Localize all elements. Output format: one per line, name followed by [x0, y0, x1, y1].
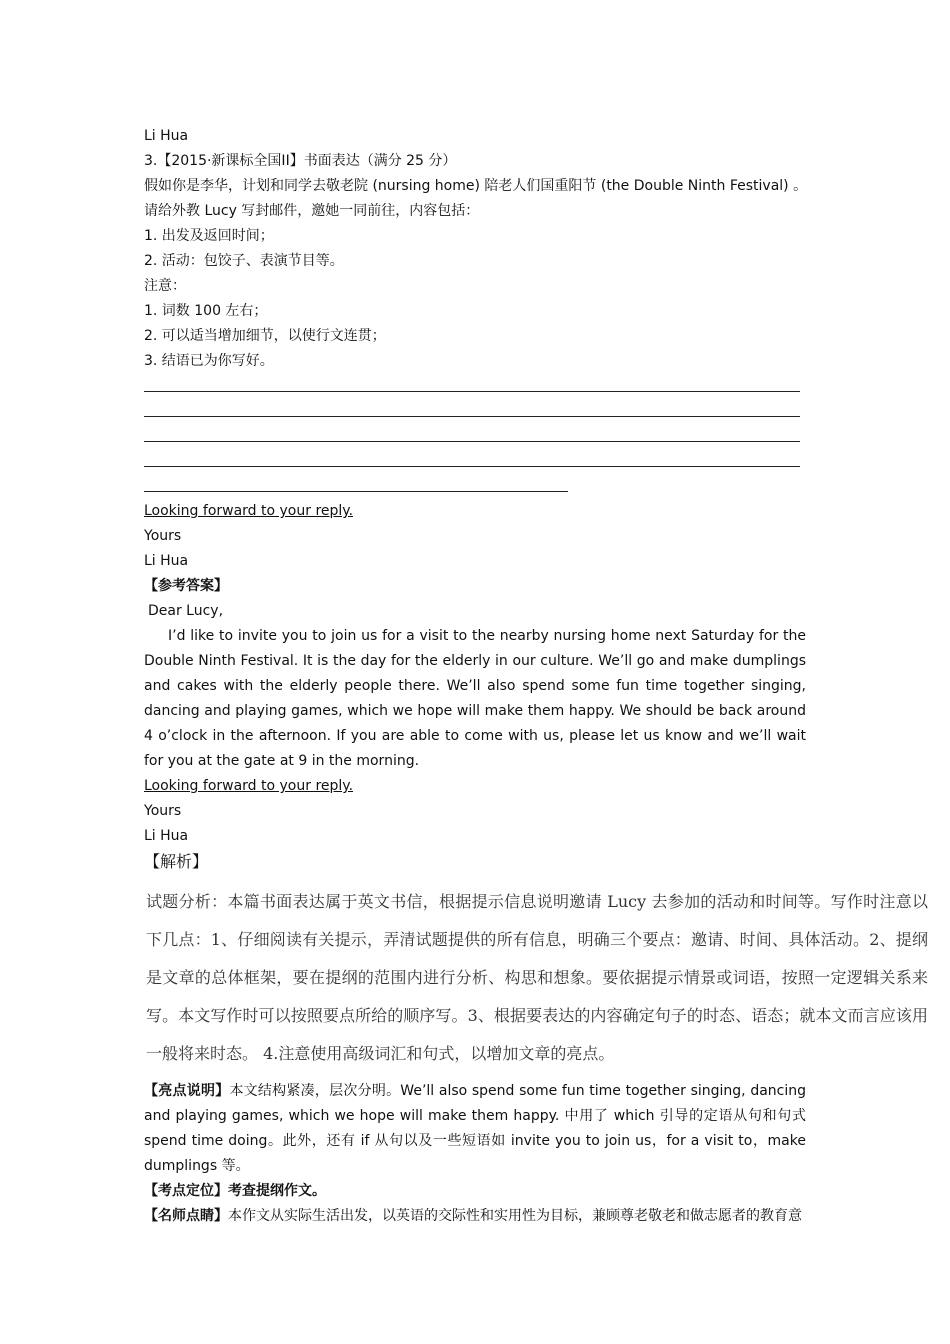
- mingshi-text: 本作文从实际生活出发，以英语的交际性和实用性为目标，兼顾尊老敬老和做志愿者的教育意: [228, 1208, 802, 1224]
- question-item-1: 1. 出发及返回时间；: [144, 228, 274, 244]
- kaodian-text: 考查提纲作文。: [228, 1183, 326, 1199]
- answer-line: [144, 449, 806, 474]
- answer-body: I’d like to invite you to join us for a visit to the nearby nursing home next Saturday for the Double Ninth Festival. It is the day for the elderly in our culture. We’ll go and make dumplings and cakes with the elderly people there. We’ll also spend some fun time together singing, dancing and playing games, which we hope will make them happy. We should be back around 4 o’clock in the afternoon. If you are able to come with us, please let us know and we’ll wait for you at the gate at 9 in the morning.: [144, 628, 806, 769]
- question-intro-line2: 请给外教 Lucy 写封邮件，邀她一同前往，内容包括：: [144, 203, 480, 219]
- mingshi-label: 【名师点睛】: [144, 1208, 228, 1224]
- note-label: 注意：: [144, 278, 186, 294]
- question-title: 3.【2015·新课标全国II】书面表达（满分 25 分）: [144, 153, 457, 169]
- highlight-label: 【亮点说明】: [144, 1083, 230, 1099]
- note-1: 1. 词数 100 左右；: [144, 303, 268, 319]
- answer-yours: Yours: [144, 803, 182, 819]
- top-signature: Li Hua: [144, 128, 189, 144]
- analysis-text: 试题分析：本篇书面表达属于英文书信，根据提示信息说明邀请 Lucy 去参加的活动和时间等。写作时注意以下几点：1、仔细阅读有关提示，弄清试题提供的所有信息，明确三个要点：邀请、时间、具体活动。2、提纲是文章的总体框架，要在提纲的范围内进行分析、构思和想象。要依据提示情景或词语，按照一定逻辑关系来写。本文写作时可以按照要点所给的顺序写。3、根据要表达的内容确定句子的时态、语态；就本文而言应该用一般将来时态。 4.注意使用高级词汇和句式，以增加文章的亮点。: [146, 892, 928, 1063]
- answer-line-short: [144, 474, 806, 499]
- closing-forward: Looking forward to your reply.: [144, 503, 354, 519]
- question-item-2: 2. 活动：包饺子、表演节目等。: [144, 253, 344, 269]
- highlight-section: [144, 1079, 806, 1179]
- answer-forward: Looking forward to your reply.: [144, 778, 354, 794]
- note-3: 3. 结语已为你写好。: [144, 353, 274, 369]
- document-page: [144, 124, 928, 1229]
- analysis-label: 【解析】: [144, 852, 209, 871]
- note-2: 2. 可以适当增加细节，以使行文连贯；: [144, 328, 386, 344]
- closing-name: Li Hua: [144, 553, 189, 569]
- answer-line: [144, 399, 806, 424]
- answer-greeting: Dear Lucy,: [148, 603, 224, 619]
- answer-name: Li Hua: [144, 828, 189, 844]
- kaodian-section: [144, 1179, 806, 1204]
- mingshi-section: [144, 1204, 806, 1229]
- answer-lines: [144, 374, 806, 499]
- kaodian-label: 【考点定位】: [144, 1183, 228, 1199]
- answer-line: [144, 424, 806, 449]
- reference-answer-label: 【参考答案】: [144, 578, 228, 594]
- highlight-text: 本文结构紧凑，层次分明。We’ll also spend some fun time together singing, dancing and playing games, which we hope will make them happy. 中用了 which 引导的定语从句和句式 spend time doing。此外，还有 if 从句以及一些短语如 invite you to join us，for a visit to，make dumplings 等。: [144, 1083, 806, 1174]
- closing-yours: Yours: [144, 528, 182, 544]
- question-intro-line1: 假如你是李华，计划和同学去敬老院 (nursing home) 陪老人们国重阳节 (the Double Ninth Festival) 。: [144, 178, 808, 194]
- answer-line: [144, 374, 806, 399]
